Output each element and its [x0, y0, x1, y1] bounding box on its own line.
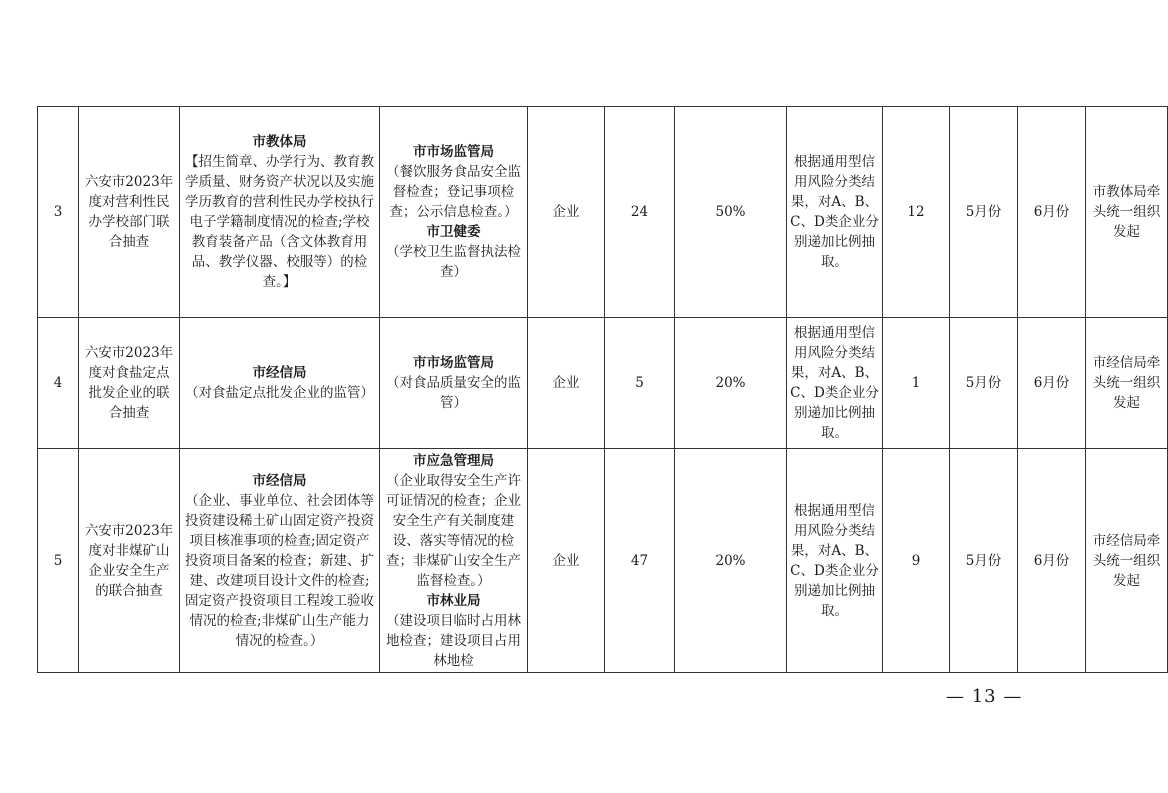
task-name: 六安市2023年度对食盐定点批发企业的联合抽查 [79, 318, 180, 449]
table-row [38, 318, 1168, 449]
sampling-method: 根据通用型信用风险分类结果，对A、B、C、D类企业分别递加比例抽取。 [787, 318, 883, 449]
table-row [38, 107, 1168, 318]
inspection-object: 企业 [528, 318, 605, 449]
inspection-object: 企业 [528, 107, 605, 318]
table-row [38, 449, 1168, 673]
partner-departments-cell [380, 107, 528, 318]
sampling-ratio: 20% [675, 449, 787, 673]
partner-inspection-items: （餐饮服务食品安全监督检查；登记事项检查；公示信息检查。） [386, 164, 521, 220]
lead-department: 市经信局 [252, 365, 307, 381]
row-number: 3 [38, 107, 79, 318]
task-name: 六安市2023年度对非煤矿山企业安全生产的联合抽查 [79, 449, 180, 673]
sample-count: 12 [883, 107, 950, 318]
lead-inspection-items: （企业、事业单位、社会团体等投资建设稀土矿山固定资产投资项目核准事项的检查;固定资产投资项目备案的检查；新建、扩建、改建项目设计文件的检查;固定资产投资项目工程竣工验收情况的检查;非煤矿山生产能力情况的检查。） [185, 492, 374, 649]
inspection-object: 企业 [528, 449, 605, 673]
lead-department: 市教体局 [252, 134, 307, 150]
sample-count: 1 [883, 318, 950, 449]
lead-department: 市经信局 [252, 472, 307, 489]
end-month: 6月份 [1018, 107, 1086, 318]
sampling-method: 根据通用型信用风险分类结果，对A、B、C、D类企业分别递加比例抽取。 [787, 107, 883, 318]
task-name: 六安市2023年度对营利性民办学校部门联合抽查 [79, 107, 180, 318]
lead-inspection-items: （对食盐定点批发企业的监管） [185, 385, 374, 401]
sampling-ratio: 20% [675, 318, 787, 449]
row-number: 5 [38, 449, 79, 673]
partner-department: 市市场监管局 [413, 144, 494, 160]
partner-departments-cell [380, 449, 528, 673]
sampling-ratio: 50% [675, 107, 787, 318]
partner-department: 市应急管理局 [413, 452, 494, 469]
partner-department: 市市场监管局 [413, 355, 494, 371]
start-month: 5月份 [950, 318, 1018, 449]
partner-department: 市林业局 [426, 592, 481, 609]
object-count: 5 [605, 318, 675, 449]
page-number: — 13 — [946, 686, 1023, 707]
lead-department-cell [180, 318, 380, 449]
partner-departments-cell [380, 318, 528, 449]
remark: 市教体局牵头统一组织发起 [1086, 107, 1168, 318]
partner-department: 市卫健委 [426, 224, 481, 240]
object-count: 24 [605, 107, 675, 318]
start-month: 5月份 [950, 107, 1018, 318]
start-month: 5月份 [950, 449, 1018, 673]
row-number: 4 [38, 318, 79, 449]
lead-inspection-items: 【招生简章、办学行为、教育教学质量、财务资产状况以及实施学历教育的营利性民办学校执行电子学籍制度情况的检查;学校教育装备产品（含文体教育用品、教学仪器、校服等）的检查。】 [185, 154, 374, 290]
end-month: 6月份 [1018, 318, 1086, 449]
remark: 市经信局牵头统一组织发起 [1086, 318, 1168, 449]
partner-inspection-items: （学校卫生监督执法检查） [386, 244, 521, 280]
lead-department-cell [180, 449, 380, 673]
partner-inspection-items: （建设项目临时占用林地检查；建设项目占用林地检 [386, 612, 521, 669]
partner-inspection-items: （企业取得安全生产许可证情况的检查；企业安全生产有关制度建设、落实等情况的检查；非煤矿山安全生产监督检查。） [386, 472, 521, 589]
lead-department-cell [180, 107, 380, 318]
object-count: 47 [605, 449, 675, 673]
remark: 市经信局牵头统一组织发起 [1086, 449, 1168, 673]
partner-inspection-items: （对食品质量安全的监管） [386, 375, 521, 411]
sampling-method: 根据通用型信用风险分类结果，对A、B、C、D类企业分别递加比例抽取。 [787, 449, 883, 673]
sample-count: 9 [883, 449, 950, 673]
inspection-plan-table [37, 106, 1168, 673]
end-month: 6月份 [1018, 449, 1086, 673]
